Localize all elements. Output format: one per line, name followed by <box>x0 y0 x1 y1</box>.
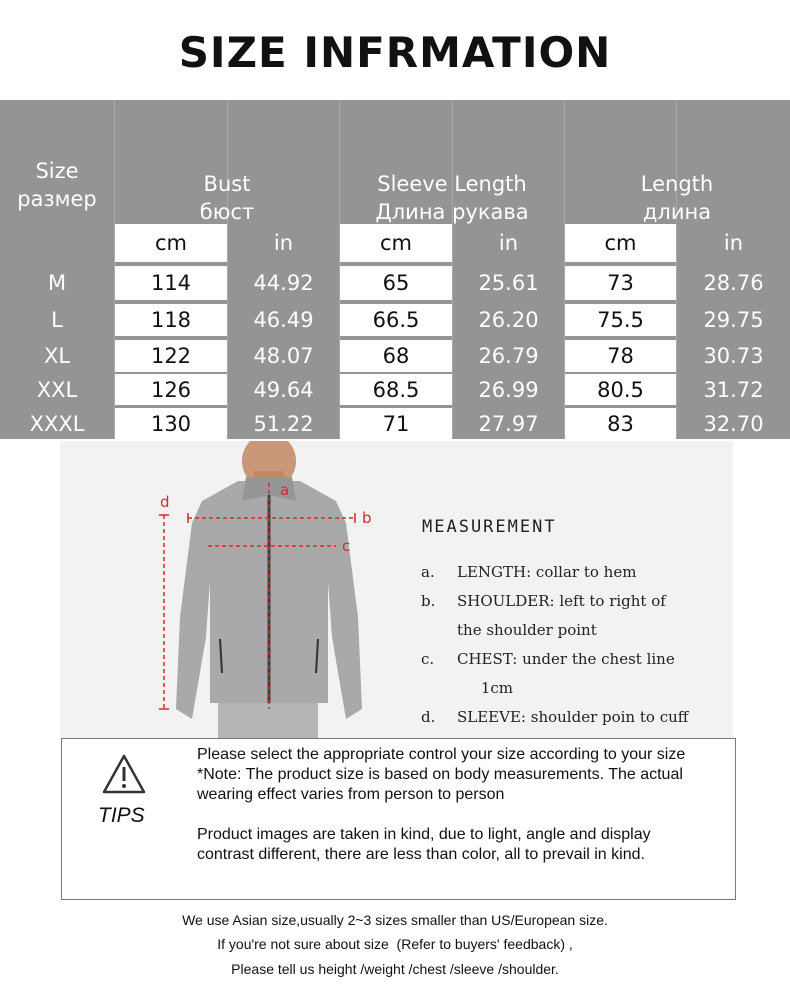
table-cell: 126 <box>115 374 227 405</box>
table-cell: 75.5 <box>565 304 676 336</box>
bust-header-ru: бюст <box>199 200 255 224</box>
measurement-text: SHOULDER: left to right of <box>457 592 666 610</box>
table-cell: 25.61 <box>478 271 539 295</box>
measurement-line <box>421 592 666 610</box>
measurement-text: SLEEVE: shoulder poin to cuff <box>457 708 689 726</box>
measurement-title: MEASUREMENT <box>422 517 557 537</box>
table-cell: 65 <box>340 266 452 300</box>
size-label: XXXL <box>29 411 85 436</box>
measurement-text: LENGTH: collar to hem <box>457 563 637 581</box>
measurement-line <box>421 650 675 668</box>
size-label: XL <box>43 344 71 368</box>
size-header <box>0 150 114 220</box>
table-cell: 26.99 <box>478 377 539 402</box>
tip-text: contrast different, there are less than color, all to prevail in kind. <box>197 846 645 863</box>
table-cell: 68.5 <box>340 374 452 405</box>
table-cell: 30.73 <box>703 344 764 368</box>
footer-line: If you're not sure about size (Refer to buyers' feedback) , <box>217 936 573 952</box>
measurement-key: c. <box>421 650 435 668</box>
sleeve-header-en: Sleeve Length <box>377 172 527 196</box>
measurement-text: CHEST: under the chest line <box>457 650 675 668</box>
marker-d: d <box>160 493 170 511</box>
length-header <box>564 163 790 233</box>
measurement-line <box>421 621 597 639</box>
table-cell: 27.97 <box>478 411 539 436</box>
table-cell: 26.20 <box>478 308 539 332</box>
table-cell: 118 <box>115 304 227 336</box>
sleeve-header-ru: Длина рукава <box>375 200 529 224</box>
footer-line: Please tell us height /weight /chest /sleeve /shoulder. <box>231 961 559 977</box>
table-cell: 28.76 <box>703 271 764 295</box>
table-cell: 48.07 <box>253 344 314 368</box>
jacket-illustration <box>150 441 390 738</box>
unit-cell: in <box>273 231 294 255</box>
length-header-en: Length <box>640 172 714 196</box>
measurement-key: d. <box>421 708 436 726</box>
size-header-en: Size <box>35 159 79 183</box>
bust-header <box>114 163 340 233</box>
tip-text: Product images are taken in kind, due to light, angle and display <box>197 826 651 843</box>
unit-cell: cm <box>565 224 676 262</box>
table-cell: 130 <box>115 408 227 439</box>
table-cell: 83 <box>565 408 676 439</box>
size-label: L <box>51 308 63 332</box>
table-cell: 31.72 <box>703 377 764 402</box>
size-label: XXL <box>36 377 78 402</box>
table-cell: 71 <box>340 408 452 439</box>
table-cell: 78 <box>565 340 676 372</box>
page-title: SIZE INFRMATION <box>178 28 612 77</box>
table-cell: 66.5 <box>340 304 452 336</box>
sleeve-header <box>339 163 565 233</box>
unit-cell: in <box>723 231 744 255</box>
measurement-text: the shoulder point <box>457 621 597 639</box>
table-cell: 80.5 <box>565 374 676 405</box>
table-cell: 114 <box>115 266 227 300</box>
unit-cell: in <box>498 231 519 255</box>
bust-header-en: Bust <box>203 172 251 196</box>
measurement-text: 1cm <box>457 679 514 697</box>
length-header-ru: длина <box>642 200 712 224</box>
marker-c: c <box>342 537 351 555</box>
tip-text: Please select the appropriate control your size according to your size <box>197 746 686 763</box>
measurement-line <box>421 708 688 726</box>
size-label: M <box>47 271 67 295</box>
table-cell: 122 <box>115 340 227 372</box>
measurement-key: a. <box>421 563 435 581</box>
table-cell: 46.49 <box>253 308 314 332</box>
marker-b: b <box>362 509 372 527</box>
unit-cell: cm <box>340 224 452 262</box>
table-cell: 73 <box>565 266 676 300</box>
size-table <box>0 100 790 439</box>
measurement-line <box>421 679 513 697</box>
table-cell: 49.64 <box>253 377 314 402</box>
table-cell: 29.75 <box>703 308 764 332</box>
size-header-ru: размер <box>17 187 97 211</box>
tip-text: wearing effect varies from person to person <box>197 786 505 803</box>
measurement-key: b. <box>421 592 436 610</box>
table-cell: 51.22 <box>253 411 314 436</box>
footer-line: We use Asian size,usually 2~3 sizes smaller than US/European size. <box>182 912 608 928</box>
unit-cell: cm <box>115 224 227 262</box>
measurement-line <box>421 563 636 581</box>
table-cell: 68 <box>340 340 452 372</box>
marker-a: a <box>280 481 290 499</box>
tips-label: TIPS <box>98 804 145 827</box>
table-cell: 26.79 <box>478 344 539 368</box>
tip-text: *Note: The product size is based on body measurements. The actual <box>197 766 683 783</box>
table-cell: 32.70 <box>703 411 764 436</box>
table-cell: 44.92 <box>253 271 314 295</box>
warning-triangle-icon <box>101 753 147 795</box>
